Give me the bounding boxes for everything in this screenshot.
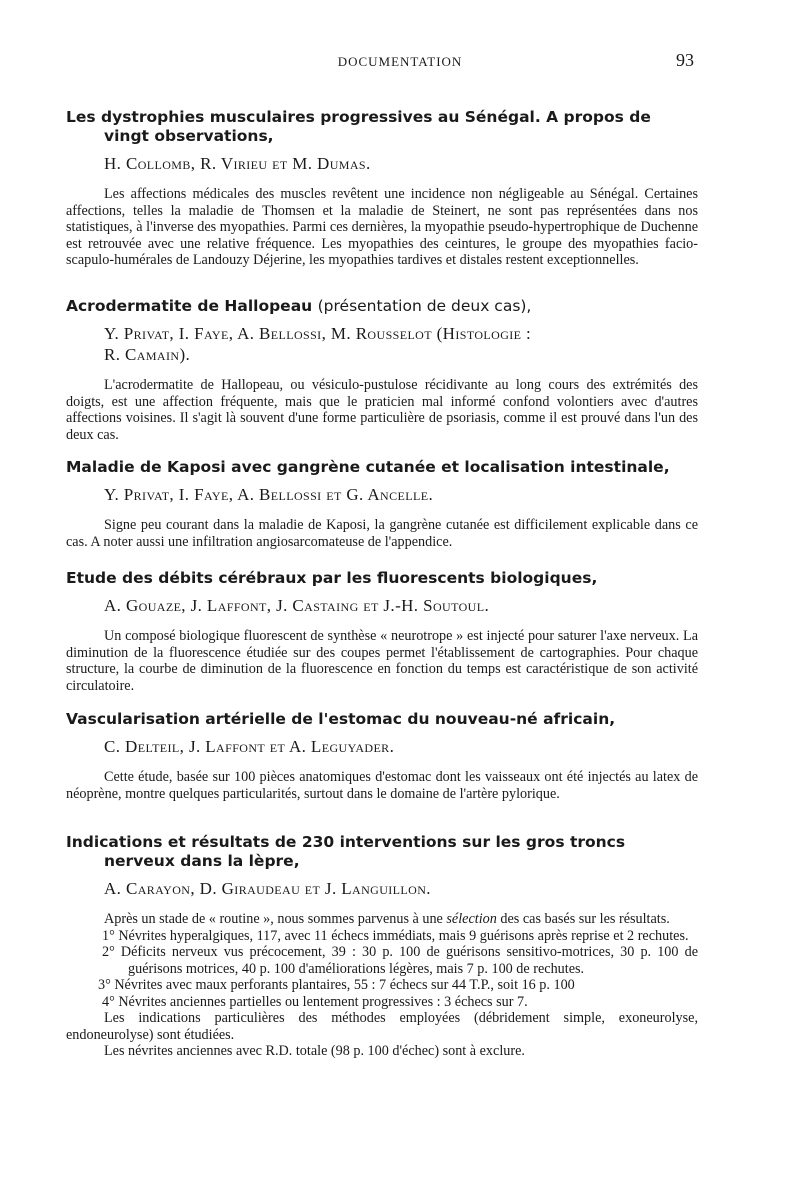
abstract-paragraph: Les indications particulières des méthodes employées (débridement simple, exoneurolyse, endoneurolyse) sont étudiées. xyxy=(66,1010,698,1043)
article-abstract xyxy=(66,377,698,443)
article-authors: C. Delteil, J. Laffont et A. Leguyader. xyxy=(104,737,395,756)
article-title: Etude des débits cérébraux par les fluorescents biologiques, xyxy=(66,569,598,587)
article-authors: A. Carayon, D. Giraudeau et J. Languillon. xyxy=(104,879,431,898)
abstract-paragraph: Signe peu courant dans la maladie de Kaposi, la gangrène cutanée est difficilement explicable dans ce cas. A noter aussi une infiltration angiosarcomateuse de l'appendice. xyxy=(66,517,698,550)
result-item: 4° Névrites anciennes partielles ou lentement progressives : 3 échecs sur 7. xyxy=(102,993,528,1010)
article-dystrophies xyxy=(66,108,698,269)
article-vascularisation xyxy=(66,710,698,802)
abstract-paragraph: L'acrodermatite de Hallopeau, ou vésiculo-pustulose récidivante au long cours des extrémités des doigts, est une affection fréquente, mais que le praticien mal informé confond volontiers avec d'autres affections voisines. Il s'agit là souvent d'une forme particulière de psoriasis, comme il est prouvé dans l'un des deux cas. xyxy=(66,377,698,443)
abstract-paragraph: Cette étude, basée sur 100 pièces anatomiques d'estomac dont les vaisseaux ont été injectés au latex de néoprène, montre quelques particularités, surtout dans le domaine de l'artère pylorique. xyxy=(66,769,698,802)
article-authors: A. Gouaze, J. Laffont, J. Castaing et J.-H. Soutoul. xyxy=(104,596,490,615)
article-title: Vascularisation artérielle de l'estomac du nouveau-né africain, xyxy=(66,710,616,728)
article-abstract xyxy=(66,911,698,1060)
article-abstract xyxy=(66,186,698,269)
article-authors xyxy=(104,323,698,365)
running-header xyxy=(0,52,800,72)
result-item: 3° Névrites avec maux perforants plantaires, 55 : 7 échecs sur 44 T.P., soit 16 p. 100 xyxy=(98,977,575,993)
result-item: 2° Déficits nerveux vus précocement, 39 : 30 p. 100 de guérisons sensitivo-motrices, 30 p. 100 de guérisons motrices, 40 p. 100 d'améliorations légères, mais 7 p. 100 de rechutes. xyxy=(102,944,698,977)
article-authors: H. Collomb, R. Virieu et M. Dumas. xyxy=(104,154,371,173)
article-abstract xyxy=(66,628,698,694)
abstract-paragraph: Les affections médicales des muscles revêtent une incidence non négligeable au Sénégal. Certaines affections, telles la maladie de Thomsen et la maladie de Steinert, ne sont pas représentées dans nos statistiques, à l'inverse des myopathies. Parmi ces dernières, la myopathie pseudo-hypertrophique de Duchenne est retrouvée avec une relative fréquence. Les myopathies des ceintures, le groupe des myopathies facio-scapulo-humérales de Landouzy Déjerine, les myopathies tardives et distales restent exceptionnelles. xyxy=(66,186,698,268)
article-abstract xyxy=(66,517,698,550)
article-abstract xyxy=(66,769,698,802)
article-acrodermatite xyxy=(66,297,698,443)
abstract-intro: Après un stade de « routine », nous sommes parvenus à une sélection des cas basés sur les résultats. xyxy=(104,911,670,927)
article-title: Indications et résultats de 230 interventions sur les gros troncs nerveux dans la lèpre, xyxy=(66,833,626,870)
abstract-paragraph: Un composé biologique fluorescent de synthèse « neurotrope » est injecté pour saturer l'axe nerveux. La diminution de la fluorescence étudiée sur des coupes permet l'établissement de cartographies. Pour chaque structure, la courbe de diminution de la fluorescence en fonction du temps est caractéristique de son activité circulatoire. xyxy=(66,628,698,694)
article-debits-cerebraux xyxy=(66,569,698,694)
article-title: Maladie de Kaposi avec gangrène cutanée et localisation intestinale, xyxy=(66,458,670,476)
article-kaposi xyxy=(66,458,698,550)
article-title-sub: (présentation de deux cas), xyxy=(317,297,532,315)
header-title: DOCUMENTATION xyxy=(337,54,463,69)
article-title xyxy=(66,297,698,316)
result-item: 1° Névrites hyperalgiques, 117, avec 11 échecs immédiats, mais 9 guérisons après reprise et 2 rechutes. xyxy=(102,927,689,944)
article-title: Les dystrophies musculaires progressives au Sénégal. A propos de vingt observations, xyxy=(66,108,651,145)
article-title-main: Acrodermatite de Hallopeau xyxy=(66,297,313,315)
article-lepre xyxy=(66,833,698,1060)
abstract-paragraph: Les névrites anciennes avec R.D. totale (98 p. 100 d'échec) sont à exclure. xyxy=(104,1043,525,1059)
page-number: 93 xyxy=(676,50,694,70)
authors-line: Y. Privat, I. Faye, A. Bellossi, M. Rousselot (Histologie : xyxy=(104,324,532,343)
article-authors: Y. Privat, I. Faye, A. Bellossi et G. Ancelle. xyxy=(104,485,434,504)
authors-line: R. Camain). xyxy=(104,345,191,364)
emphasis-selection: sélection xyxy=(446,911,497,927)
